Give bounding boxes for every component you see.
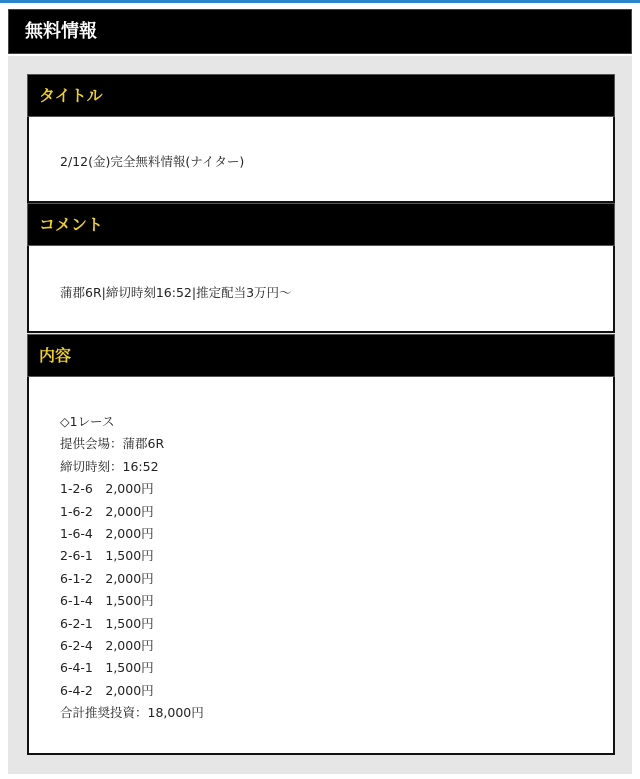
title-section-body — [27, 117, 615, 203]
comment-value: 蒲郡6R|締切時刻16:52|推定配当3万円〜 — [60, 285, 292, 300]
content-section — [27, 334, 615, 755]
top-accent-line — [0, 0, 640, 3]
content-line: 締切時刻：16:52 — [60, 458, 159, 474]
title-section-header: タイトル — [27, 74, 615, 117]
content-line: ◇1レース — [60, 414, 115, 429]
content-line: 6-1-4 1,500円 — [60, 593, 154, 609]
content-line: 合計推奨投資：18,000円 — [60, 705, 204, 721]
content-section-header: 内容 — [27, 334, 615, 377]
content-line: 2-6-1 1,500円 — [60, 548, 154, 564]
page-title: 無料情報 — [8, 9, 632, 54]
content-line: 6-4-1 1,500円 — [60, 660, 154, 676]
comment-section — [27, 203, 615, 333]
title-section — [27, 74, 615, 220]
content-line: 提供会場：蒲郡6R — [60, 436, 165, 452]
comment-section-body — [27, 246, 615, 333]
content-section-body — [27, 377, 615, 755]
content-line: 1-2-6 2,000円 — [60, 481, 154, 497]
content-line: 6-2-4 2,000円 — [60, 637, 154, 653]
content-line: 6-4-2 2,000円 — [60, 682, 154, 698]
content-line: 6-1-2 2,000円 — [60, 570, 154, 586]
title-value: 2/12(金)完全無料情報(ナイター) — [60, 154, 245, 169]
content-line: 6-2-1 1,500円 — [60, 615, 154, 631]
content-lines — [60, 411, 204, 724]
info-panel — [8, 56, 632, 774]
content-line: 1-6-2 2,000円 — [60, 503, 154, 519]
comment-section-header: コメント — [27, 203, 615, 246]
content-line: 1-6-4 2,000円 — [60, 525, 154, 541]
